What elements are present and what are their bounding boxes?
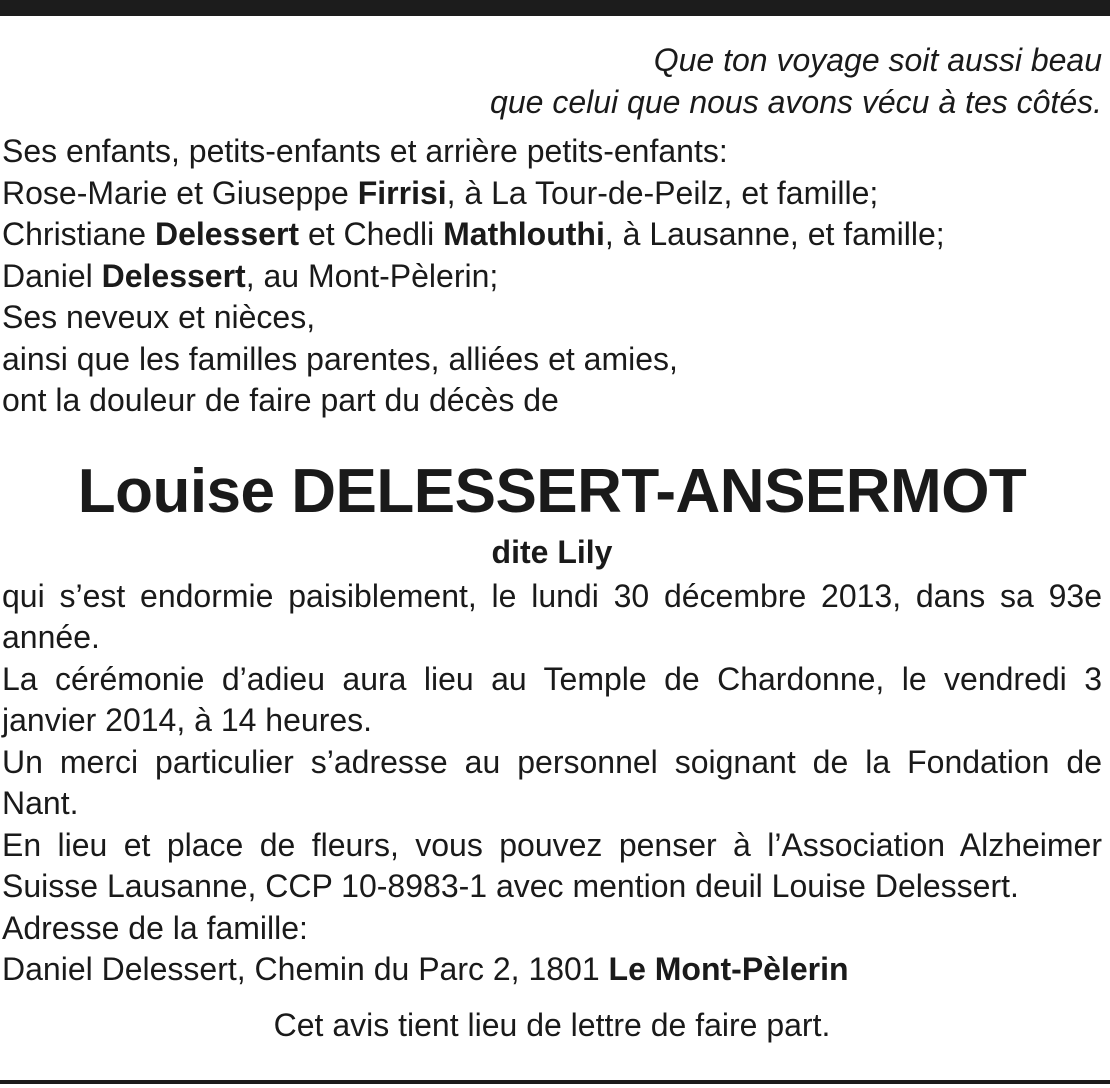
address-locality: Le Mont-Pèlerin	[608, 951, 849, 987]
family-surname: Delessert	[101, 257, 246, 294]
family-surname: Mathlouthi	[443, 216, 605, 252]
family-text: Daniel	[2, 257, 102, 294]
ceremony-paragraph: La cérémonie d’adieu aura lieu au Temple de Chardonne, le vendredi 3 janvier 2014, à 14 heures.	[2, 660, 1102, 738]
family-announcement-line: ont la douleur de faire part du décès de	[2, 382, 559, 418]
family-nephews: Ses neveux et nièces,	[2, 299, 316, 335]
donation-paragraph: En lieu et place de fleurs, vous pouvez penser à l’Association Alzheimer Suisse Lausanne, CCP 10-8983-1 avec mention deuil Louise Delessert.	[2, 826, 1102, 904]
epigraph-line-2: que celui que nous avons vécu à tes côtés.	[490, 83, 1102, 120]
family-intro: Ses enfants, petits-enfants et arrière petits-enfants:	[2, 133, 728, 169]
family-text: Rose-Marie et Giuseppe	[2, 174, 358, 211]
closing-note: Cet avis tient lieu de lettre de faire part.	[273, 1006, 831, 1043]
family-line-firrisi	[2, 173, 1102, 215]
family-line-christiane	[2, 214, 1102, 256]
top-rule	[0, 0, 1110, 16]
bottom-rule	[0, 1080, 1110, 1084]
thanks-paragraph: Un merci particulier s’adresse au personnel soignant de la Fondation de Nant.	[2, 743, 1102, 821]
epigraph-line-1: Que ton voyage soit aussi beau	[653, 42, 1102, 78]
family-text: et Chedli	[299, 216, 444, 252]
family-text: , à Lausanne, et famille;	[604, 216, 945, 252]
family-surname: Delessert	[154, 216, 300, 252]
deceased-name: Louise DELESSERT-ANSERMOT	[77, 456, 1027, 526]
address-label: Adresse de la famille:	[2, 909, 308, 946]
epigraph	[2, 40, 1102, 123]
family-relatives: ainsi que les familles parentes, alliées et amies,	[2, 340, 678, 377]
family-text: , au Mont-Pèlerin;	[245, 257, 499, 294]
death-paragraph: qui s’est endormie paisiblement, le lundi 30 décembre 2013, dans sa 93e année.	[2, 577, 1102, 655]
family-surname: Firrisi	[357, 174, 447, 211]
family-text: Christiane	[2, 216, 155, 252]
family-text: , à La Tour-de-Peilz, et famille;	[446, 174, 879, 211]
obituary-notice	[2, 40, 1102, 1046]
family-address	[2, 949, 1102, 991]
deceased-alias: dite Lily	[491, 533, 613, 570]
family-line-daniel	[2, 256, 1102, 298]
address-text: Daniel Delessert, Chemin du Parc 2, 1801	[2, 951, 609, 987]
family-announcement	[2, 131, 1102, 422]
